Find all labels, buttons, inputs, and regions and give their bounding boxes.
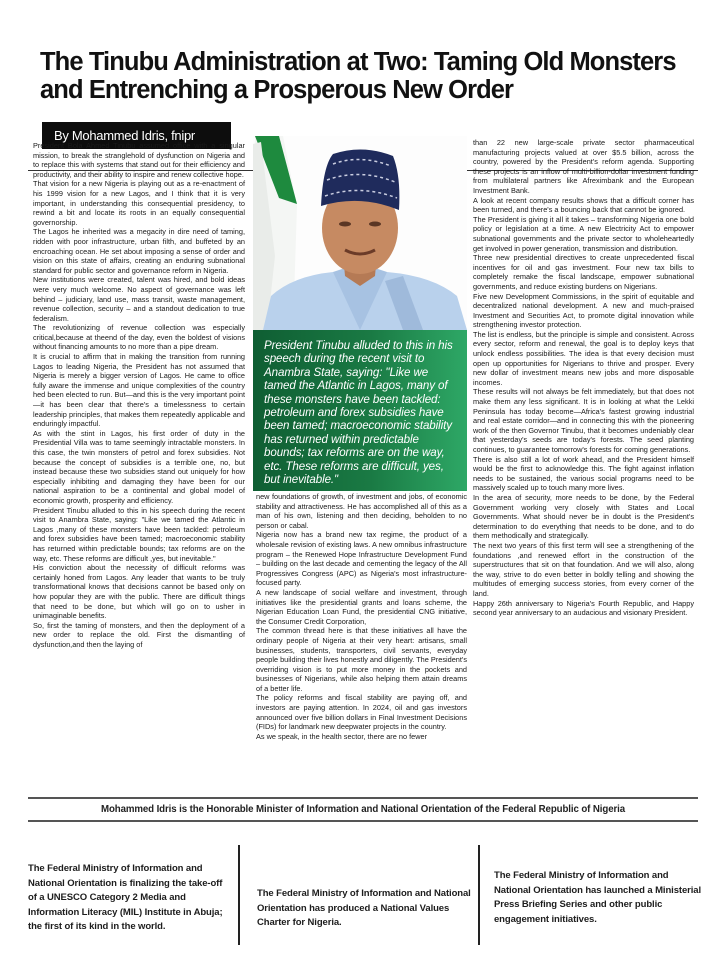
fact-divider	[478, 845, 480, 945]
paragraph: new foundations of growth, of investment and jobs, of economic stability and attractiveness. He has accomplished all of this as a man of his own, listening and then deciding, beholden to no person or cabal.	[256, 492, 467, 530]
paragraph: The policy reforms and fiscal stability are paying off, and investors are paying attention. In 2024, oil and gas investors announced over five billion dollars in Final Investment Decisions (FIDs) for landmark new deepwater projects in the country.	[256, 693, 467, 732]
paragraph: Happy 26th anniversary to Nigeria's Fourth Republic, and Happy second year anniversary to an audacious and visionary President.	[473, 598, 694, 618]
fact-box-values-charter: The Federal Ministry of Information and National Orientation has produced a National Values Charter for Nigeria.	[257, 888, 471, 929]
paragraph: As with the stint in Lagos, his first order of duty in the Presidential Villa was to tame seemingly intractable monsters. In this case, the twin monsters of petrol and forex subsidies. Not because the concept of subsidies is a terrible one, no, but instead because these two subsidies stand out uniquely for how especially inhibiting and damaging they have been for our national aspiration to be a continental and global model of economic growth, prosperity and efficiency.	[33, 428, 245, 505]
paragraph: The President is giving it all it takes – transforming Nigeria one bold policy or legislation at a time. A new Electricity Act to empower subnational governments and the private sector to wholeheartedly get involved in power generation, transmission and distribution.	[473, 214, 694, 253]
pull-quote	[253, 330, 467, 491]
byline: By Mohammed Idris, fnipr	[42, 122, 231, 149]
paragraph: The Lagos he inherited was a megacity in dire need of taming, ridden with poor infrastructure, urban filth, and buffeted by an encroaching ocean. He set about imposing a sense of order and vision on this state of affairs, creating an enduring subnational standard for public sector and governance reform in Nigeria.	[33, 227, 245, 275]
paragraph: It is crucial to affirm that in making the transition from running Lagos to leading Nigeria, the President has not assumed that Nigeria is merely a bigger version of Lagos. He came to office fully aware the immense and unique complexities of the country hed been elected to run. But—and this is the very important point—it has been clear that there's a timelessness to certain leadership principles, that makes them repeatedly applicable and enduringly impactful.	[33, 352, 245, 429]
paragraph: There is also still a lot of work ahead, and the President himself would be the first to acknowledge this. The fight against inflation needs to be sustained, the various social programs need to be massively scaled up to touch many more lives.	[473, 454, 694, 493]
paragraph: The common thread here is that these initiatives all have the ordinary people of Nigeria at their very heart: artisans, small businesses, students, transporters, civil servants, everyday people building their lives honestly and diligently. The President's overriding vision is to put more money in the pockets and businesses of Nigerians, while also helping them attain dreams of a better life.	[256, 626, 467, 693]
article-column-middle	[256, 492, 467, 741]
paragraph: Nigeria now has a brand new tax regime, the product of a wholesale revision of existing laws. A new omnibus infrastructure program – the Renewed Hope Infrastructure Development Fund – building on the last decade and cementing the legacy of the All Progressives Congress (APC) as Nigeria's most infrastructure-focused party.	[256, 530, 467, 588]
bio-divider-top	[28, 797, 698, 799]
paragraph: President Tinubu alluded to this in his speech during the recent visit to Anambra State, saying: "Like we tamed the Atlantic in Lagos ,many of these monsters have been tackled: petroleum and forex subsidies have been tamed; macroeconomic stability has returned within predictable bounds; tax reforms are on the way, etc. These reforms are difficult ,yes, but inevitable."	[33, 505, 245, 563]
paragraph: A new landscape of social welfare and investment, through initiatives like the presidential grants and loans scheme, the Nigerian Education Loan Fund, the presidential CNG initiative, the Consumer Credit Corporation,	[256, 587, 467, 626]
paragraph: The list is endless, but the principle is simple and consistent. Across every sector, reform and renewal, the goal is to deploy keys that unlock endless possibilities. The idea is that every decision must open up opportunities for Nigerians to thrive and prosper. Every new dollar of investment means new jobs and more disposable incomes.	[473, 329, 694, 387]
article-column-left	[33, 141, 245, 649]
author-photo	[253, 136, 467, 330]
eye-left	[339, 222, 351, 227]
paragraph: His conviction about the necessity of difficult reforms was certainly honed from Lagos. Any leader that wants to be truly transformational knows that decisions cannot be based only on how popular they are with the public. There are difficult things that need to be done, but which will go on to usher in unimaginable benefits.	[33, 563, 245, 621]
bio-divider-bottom	[28, 820, 698, 822]
eye-right	[369, 222, 381, 227]
author-bio: Mohammed Idris is the Honorable Minister of Information and National Orientation of the Federal Republic of Nigeria	[100, 804, 626, 815]
paragraph: These results will not always be felt immediately, but that does not make them any less significant. It is in looking at what the Lekki Peninsula has today become—Africa's fastest growing industrial and real estate corridor—and in connecting this with the pioneering work of the then Governor Tinubu, that it becomes undeniably clear that yesterday's seeds are today's forests. The seed planting continues, to guarantee tomorrow's forests for coming generations.	[473, 387, 694, 454]
portrait-illustration	[253, 136, 467, 330]
paragraph: The next two years of this first term will see a strengthening of the foundations ,and renewed effort in the construction of the superstructures that sit on that foundation. And we will also, along the way, strive to do even better in boldly telling and showing the multitudes of emerging success stories, from every corner of the land.	[473, 540, 694, 598]
paragraph: than 22 new large-scale private sector pharmaceutical manufacturing projects valued at over $5.5 billion, across the country, powered by the President's reform agenda. Supporting these projects is an inflow of multi-billion-dollar investment funding from multilateral partners like Afreximbank and the European Investment Bank.	[473, 138, 694, 195]
paragraph: The revolutionizing of revenue collection was especially critical,because at theend of the day, even the boldest of visions without financing amounts to no more than a pipe dream.	[33, 323, 245, 352]
paragraph: President Bola Ahmed Tinubu assumed office with a singular mission, to break the stranglehold of dysfunction on Nigeria and to replace this with systems that stand out for their efficiency and productivity, and their ability to inspire and renew collective hope.	[33, 141, 245, 179]
paragraph: That vision for a new Nigeria is playing out as a re-enactment of his 1999 vision for a new Lagos, and I think that it is very important, in understanding this consequential presidency, to rewind a bit and locate its roots in an equally consequential governorship.	[33, 179, 245, 227]
paragraph: Three new presidential directives to create unprecedented fiscal incentives for oil and gas investment. Four new tax bills to completely remake the fiscal landscape, empower subnational governments, and reduce existing burdens on Nigerians.	[473, 253, 694, 291]
paragraph: In the area of security, more needs to be done, by the Federal Government working very closely with States and Local Governments. What should never be in doubt is the President's determination to do everything that needs to be done, and to do them methodically and strategically.	[473, 492, 694, 541]
paragraph: As we speak, in the health sector, there are no fewer	[256, 731, 428, 741]
paragraph: Five new Development Commissions, in the spirit of equitable and decentralized national development. A new and much-praised Investment and Securities Act, to promote digital innovation while strengthening investor protection.	[473, 291, 694, 330]
pull-quote-text: President Tinubu alluded to this in his speech during the recent visit to Anambra State, saying: "Like we tamed the Atlantic in Lagos, many of these monsters have been tackled: petroleum and forex subsidies have been tamed; macroeconomic stability has returned within predictable bounds; tax reforms are on the way, etc. These reforms are difficult, yes, but inevitable."	[264, 339, 453, 487]
paragraph: A look at recent company results shows that a difficult corner has been turned, and there's a bouncing back that cannot be ignored.	[473, 195, 694, 215]
article-column-right	[473, 138, 694, 618]
fact-box-press-briefing: The Federal Ministry of Information and National Orientation has launched a Ministerial Press Briefing Series and other public engagement initiatives.	[494, 870, 701, 925]
article-title: The Tinubu Administration at Two: Taming Old Monsters and Entrenching a Prosperous New Order	[40, 48, 676, 104]
paragraph: New institutions were created, talent was hired, and bold ideas were very much welcome. No aspect of governance was left behind – judiciary, land use, mass transit, waste management, revenue collection, security – and a standout dedication to true federalism.	[33, 275, 245, 323]
fact-divider	[238, 845, 240, 945]
paragraph: So, first the taming of monsters, and then the deployment of a new order to replace the old. First the dismantling of dysfunction,and then the laying of	[33, 620, 245, 649]
fact-box-mil-institute: The Federal Ministry of Information and National Orientation is finalizing the take-off of a UNESCO Category 2 Media and Information Literacy (MIL) Institute in Abuja; the first of its kind in the world.	[28, 863, 223, 933]
